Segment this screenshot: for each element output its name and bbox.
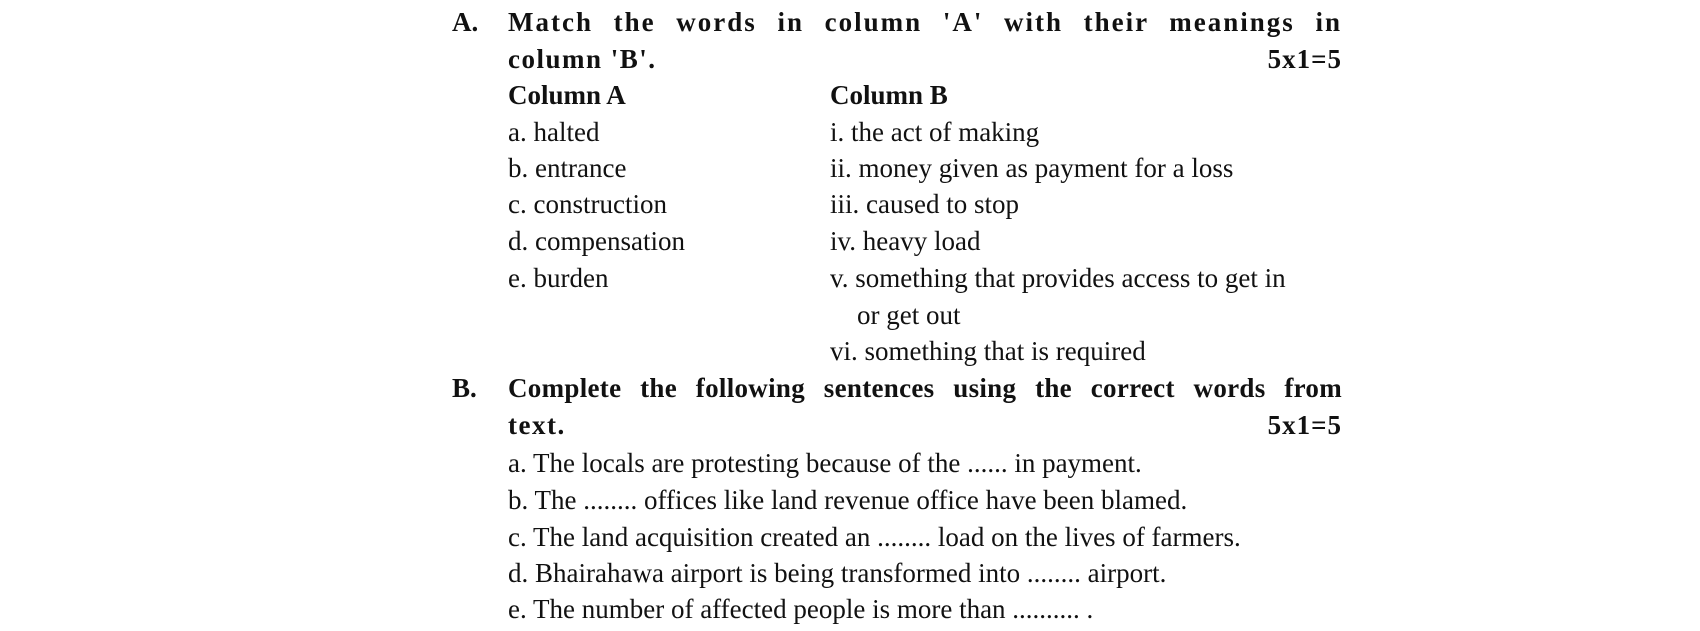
column-a-header: Column A xyxy=(508,80,626,110)
column-a-item: c. construction xyxy=(508,189,667,219)
section-a-title-line2: column 'B'. xyxy=(508,44,657,74)
column-a-item: d. compensation xyxy=(508,226,685,256)
column-a-item: a. halted xyxy=(508,117,600,147)
column-b-item: iv. heavy load xyxy=(830,226,981,256)
column-a-item: b. entrance xyxy=(508,153,627,183)
column-b-item: ii. money given as payment for a loss xyxy=(830,153,1234,183)
section-b-marks: 5x1=5 xyxy=(1267,410,1342,440)
sentence-item: c. The land acquisition created an ........ load on the lives of farmers. xyxy=(508,522,1241,552)
section-b-title-line1: Complete the following sentences using the correct words from xyxy=(508,373,1342,403)
column-a-item: e. burden xyxy=(508,263,609,293)
sentence-item: e. The number of affected people is more than .......... . xyxy=(508,594,1094,624)
column-b-header: Column B xyxy=(830,80,948,110)
column-b-item: i. the act of making xyxy=(830,117,1040,147)
sentence-item: b. The ........ offices like land revenue office have been blamed. xyxy=(508,485,1188,515)
sentence-item: d. Bhairahawa airport is being transformed into ........ airport. xyxy=(508,558,1167,588)
column-b-item-continuation: or get out xyxy=(857,300,961,330)
section-a-marks: 5x1=5 xyxy=(1267,44,1342,74)
section-a-label: A. xyxy=(452,7,479,37)
section-b-label: B. xyxy=(452,373,477,403)
section-a-title-line1: Match the words in column 'A' with their meanings in xyxy=(508,7,1342,37)
sentence-item: a. The locals are protesting because of the ...... in payment. xyxy=(508,448,1142,478)
section-b-title-line2: text. xyxy=(508,410,566,440)
column-b-item: vi. something that is required xyxy=(830,336,1146,366)
column-b-item: iii. caused to stop xyxy=(830,189,1019,219)
column-b-item: v. something that provides access to get in xyxy=(830,263,1286,293)
